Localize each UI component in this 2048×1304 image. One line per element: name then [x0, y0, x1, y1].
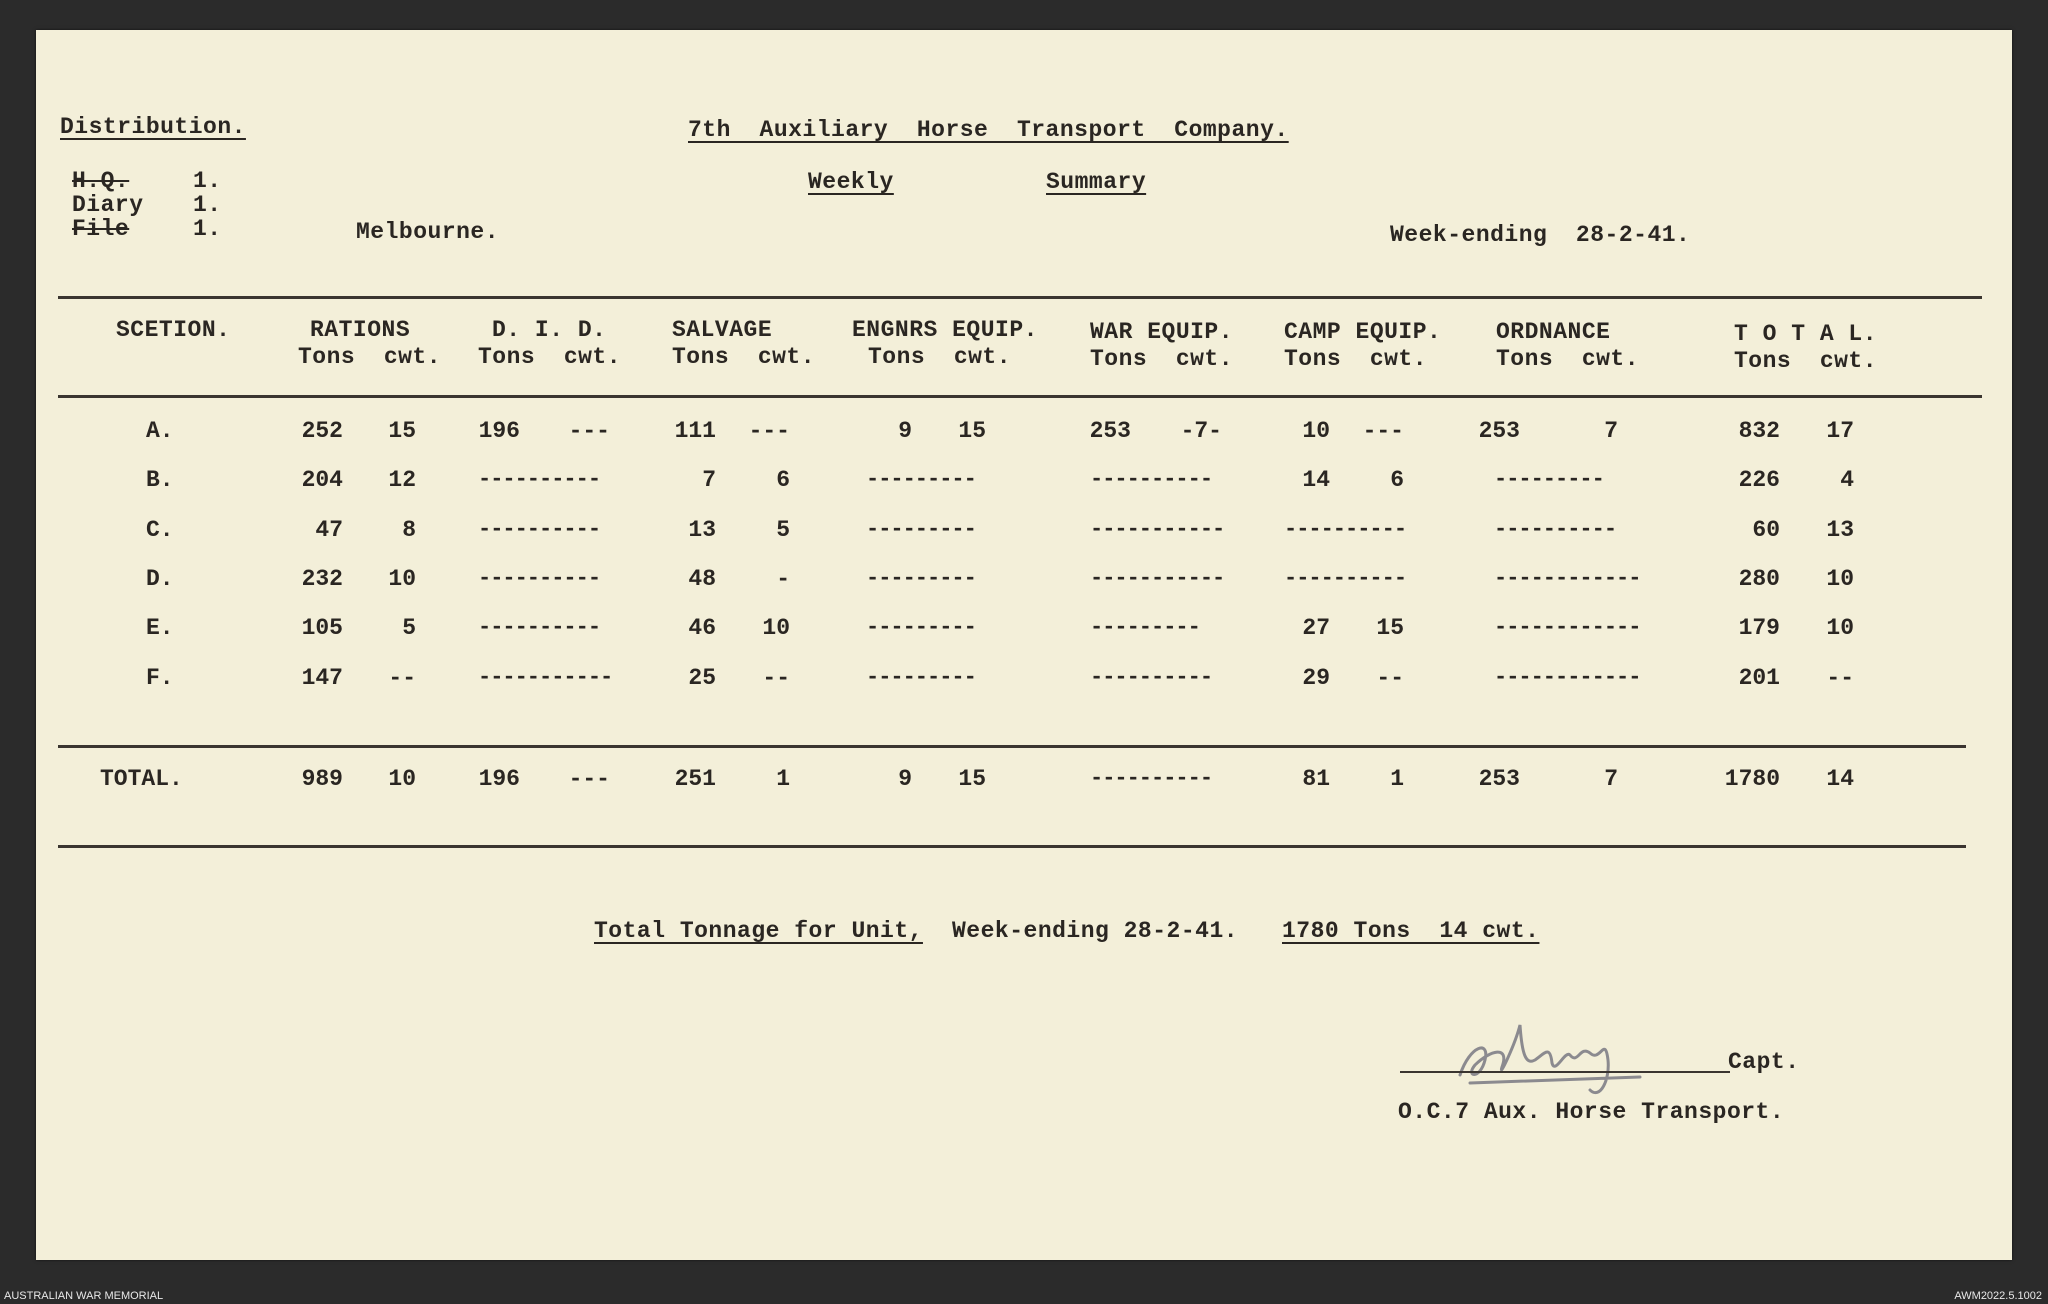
cell-tons: 81 [1302, 766, 1330, 792]
col-section: SCETION. [116, 317, 231, 343]
distribution-label: Distribution. [60, 114, 246, 140]
col-rations-sub: Tons cwt. [298, 344, 442, 370]
empty-cell-dash: ---------- [1090, 467, 1213, 492]
empty-cell-dash: ---------- [1494, 517, 1617, 542]
distribution-file-count: 1. [193, 216, 222, 242]
cell-tons: 13 [688, 517, 716, 543]
empty-cell-dash: --------- [1494, 467, 1604, 492]
distribution-diary-count: 1. [193, 192, 222, 218]
cell-tons: 7 [702, 467, 716, 493]
col-ordnance: ORDNANCE [1496, 319, 1611, 345]
cell-cwt: --- [568, 418, 610, 444]
section-label: B. [146, 467, 174, 493]
empty-cell-dash: --------- [866, 566, 976, 591]
cell-tons: 60 [1752, 517, 1780, 543]
distribution-hq-count: 1. [193, 168, 222, 194]
cell-cwt: 15 [1376, 615, 1404, 641]
summary-week: Week-ending 28-2-41. [952, 918, 1239, 944]
empty-cell-dash: ---------- [1284, 517, 1407, 542]
signature-scrawl [1440, 1005, 1660, 1105]
location: Melbourne. [356, 219, 500, 245]
cell-cwt: 6 [1390, 467, 1404, 493]
cell-tons: 253 [1478, 418, 1520, 444]
rule-top [58, 296, 1982, 299]
col-ordnance-sub: Tons cwt. [1496, 346, 1640, 372]
cell-cwt: -- [762, 665, 790, 691]
col-engnrs: ENGNRS EQUIP. [852, 317, 1038, 343]
footer-left: AUSTRALIAN WAR MEMORIAL [4, 1290, 164, 1302]
cell-tons: 253 [1478, 766, 1520, 792]
cell-cwt: 1 [776, 766, 790, 792]
col-engnrs-sub: Tons cwt. [868, 344, 1012, 370]
empty-cell-dash: ----------- [1090, 566, 1225, 591]
col-did: D. I. D. [492, 317, 607, 343]
cell-cwt: 15 [958, 418, 986, 444]
cell-tons: 832 [1738, 418, 1780, 444]
cell-tons: 111 [674, 418, 716, 444]
footer-right: AWM2022.5.1002 [1954, 1290, 2042, 1302]
cell-tons: 29 [1302, 665, 1330, 691]
col-camp-sub: Tons cwt. [1284, 346, 1428, 372]
summary-amount: 1780 Tons 14 cwt. [1282, 918, 1540, 944]
signature-rank: Capt. [1728, 1049, 1800, 1075]
cell-tons: 251 [674, 766, 716, 792]
cell-tons: 147 [301, 665, 343, 691]
rule-total-bottom [58, 845, 1966, 848]
empty-cell-dash: ---------- [1284, 566, 1407, 591]
empty-cell-dash: ---------- [1090, 665, 1213, 690]
cell-cwt: - [776, 566, 790, 592]
total-label: TOTAL. [100, 766, 183, 792]
distribution-file: File [72, 216, 130, 242]
col-salvage: SALVAGE [672, 317, 773, 343]
empty-cell-dash: ----------- [478, 665, 613, 690]
cell-cwt: 8 [402, 517, 416, 543]
cell-cwt: 10 [1826, 615, 1854, 641]
cell-cwt: 13 [1826, 517, 1854, 543]
cell-cwt: -- [1376, 665, 1404, 691]
cell-tons: 105 [301, 615, 343, 641]
col-war: WAR EQUIP. [1090, 319, 1234, 345]
cell-cwt: 15 [388, 418, 416, 444]
subtitle-weekly: Weekly [808, 169, 894, 195]
subtitle-summary: Summary [1046, 169, 1147, 195]
rule-header [58, 395, 1982, 398]
week-ending: Week-ending 28-2-41. [1390, 222, 1691, 248]
cell-cwt: -- [388, 665, 416, 691]
cell-cwt: 5 [402, 615, 416, 641]
cell-tons: 14 [1302, 467, 1330, 493]
cell-tons: 46 [688, 615, 716, 641]
cell-tons: 204 [301, 467, 343, 493]
cell-cwt: --- [748, 418, 790, 444]
cell-cwt: 4 [1840, 467, 1854, 493]
cell-cwt: 10 [762, 615, 790, 641]
empty-cell-dash: ------------ [1494, 615, 1641, 640]
empty-cell-dash: --------- [866, 665, 976, 690]
empty-cell-dash: ---------- [478, 566, 601, 591]
cell-cwt: 14 [1826, 766, 1854, 792]
cell-cwt: 10 [1826, 566, 1854, 592]
empty-cell-dash: ---------- [1090, 766, 1213, 791]
col-camp: CAMP EQUIP. [1284, 319, 1442, 345]
cell-tons: 196 [478, 418, 520, 444]
cell-tons: 9 [898, 418, 912, 444]
distribution-hq: H.Q. [72, 168, 130, 194]
section-label: F. [146, 665, 174, 691]
cell-cwt: 10 [388, 766, 416, 792]
cell-cwt: --- [1362, 418, 1404, 444]
cell-cwt: -- [1826, 665, 1854, 691]
cell-tons: 27 [1302, 615, 1330, 641]
section-label: A. [146, 418, 174, 444]
section-label: E. [146, 615, 174, 641]
cell-tons: 226 [1738, 467, 1780, 493]
cell-cwt: 5 [776, 517, 790, 543]
col-war-sub: Tons cwt. [1090, 346, 1234, 372]
cell-tons: 280 [1738, 566, 1780, 592]
cell-cwt: 12 [388, 467, 416, 493]
cell-tons: 25 [688, 665, 716, 691]
col-total-sub: Tons cwt. [1734, 348, 1878, 374]
cell-tons: 196 [478, 766, 520, 792]
empty-cell-dash: --------- [866, 615, 976, 640]
cell-cwt: 6 [776, 467, 790, 493]
signature-line [1400, 1071, 1730, 1073]
cell-tons: 232 [301, 566, 343, 592]
cell-tons: 1780 [1724, 766, 1780, 792]
summary-label: Total Tonnage for Unit, [594, 918, 923, 944]
cell-tons: 989 [301, 766, 343, 792]
cell-tons: 10 [1302, 418, 1330, 444]
empty-cell-dash: ------------ [1494, 566, 1641, 591]
cell-cwt: 17 [1826, 418, 1854, 444]
cell-cwt: 7 [1604, 418, 1618, 444]
cell-tons: 201 [1738, 665, 1780, 691]
cell-cwt: -7- [1180, 418, 1222, 444]
empty-cell-dash: ---------- [478, 615, 601, 640]
cell-tons: 47 [315, 517, 343, 543]
cell-tons: 253 [1089, 418, 1131, 444]
cell-tons: 48 [688, 566, 716, 592]
empty-cell-dash: ---------- [478, 517, 601, 542]
cell-tons: 9 [898, 766, 912, 792]
cell-cwt: --- [568, 766, 610, 792]
cell-cwt: 1 [1390, 766, 1404, 792]
signature-title: O.C.7 Aux. Horse Transport. [1398, 1099, 1785, 1125]
distribution-diary: Diary [72, 192, 144, 218]
rule-total-top [58, 745, 1966, 748]
cell-tons: 252 [301, 418, 343, 444]
empty-cell-dash: ----------- [1090, 517, 1225, 542]
section-label: C. [146, 517, 174, 543]
empty-cell-dash: ---------- [478, 467, 601, 492]
col-did-sub: Tons cwt. [478, 344, 622, 370]
cell-tons: 179 [1738, 615, 1780, 641]
empty-cell-dash: ------------ [1494, 665, 1641, 690]
col-total: T O T A L. [1734, 321, 1878, 347]
cell-cwt: 15 [958, 766, 986, 792]
empty-cell-dash: --------- [866, 467, 976, 492]
cell-cwt: 10 [388, 566, 416, 592]
cell-cwt: 7 [1604, 766, 1618, 792]
empty-cell-dash: --------- [1090, 615, 1200, 640]
company-title: 7th Auxiliary Horse Transport Company. [688, 117, 1289, 143]
document-page [36, 30, 2012, 1260]
col-salvage-sub: Tons cwt. [672, 344, 816, 370]
section-label: D. [146, 566, 174, 592]
col-rations: RATIONS [310, 317, 411, 343]
empty-cell-dash: --------- [866, 517, 976, 542]
